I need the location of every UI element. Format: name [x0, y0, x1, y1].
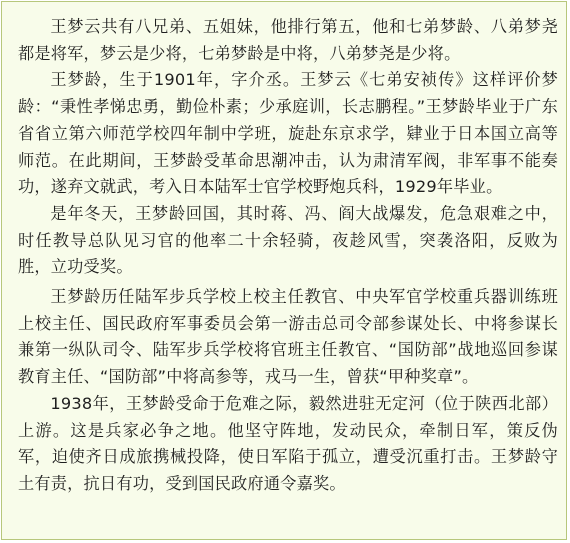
paragraph-siblings: 王梦云共有八兄弟、五姐妹，他排行第五，他和七弟梦龄、八弟梦尧都是将军，梦云是少将，七弟梦龄是中将，八弟梦尧是少将。 — [18, 17, 558, 63]
paragraph-1938: 1938年，王梦龄受命于危难之际，毅然进驻无定河（位于陕西北部）上游。这是兵家必争之地。他坚守阵地，发动民众，牵制日军，策反伪军，迫使齐日成旅携械投降，使日军陷于孤立，遭受沉重打击。王梦龄守土有责，抗日有功，受到国民政府通令嘉奖。 — [18, 393, 558, 493]
paragraph-return: 是年冬天，王梦龄回国，其时蒋、冯、阎大战爆发，危急艰难之中，时任教导总队见习官的他率二十余轻骑，夜趁风雪，突袭洛阳，反败为胜，立功受奖。 — [18, 203, 558, 277]
paragraph-biography: 王梦龄，生于1901年，字介丞。王梦云《七弟安祯传》这样评价梦龄：“秉性孝悌忠勇，勤俭朴素；少承庭训，长志鹏程。”王梦龄毕业于广东省省立第六师范学校四年制中学班，旋赴东京求学，肄业于日本国立高等师范。在此期间，王梦龄受革命思潮冲击，认为肃清军阀，非军事不能奏功，遂弃文就武，考入日本陆军士官学校野炮兵科，1929年毕业。 — [18, 70, 558, 197]
article-body — [18, 14, 558, 498]
paragraph-career: 王梦龄历任陆军步兵学校上校主任教官、中央军官学校重兵器训练班上校主任、国民政府军事委员会第一游击总司令部参谋处长、中将参谋长兼第一纵队司令、陆军步兵学校将官班主任教官、“国防部”战地巡回参谋教育主任、“国防部”中将高参等，戎马一生，曾获“甲种奖章”。 — [18, 287, 558, 387]
article-panel — [1, 1, 567, 540]
